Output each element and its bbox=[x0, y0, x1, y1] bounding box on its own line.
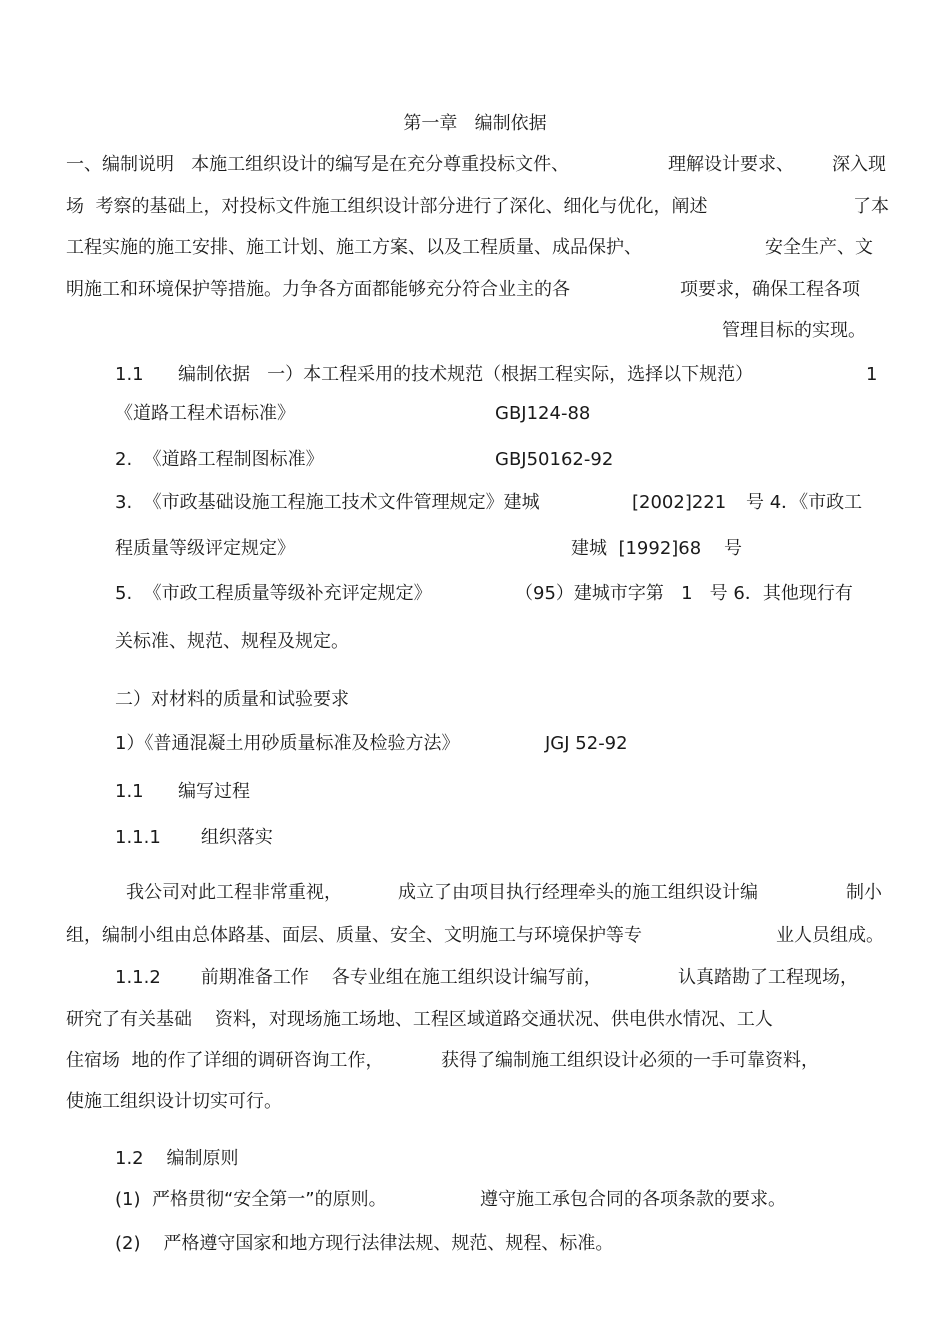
heading-text: 二）对材料的质量和试验要求 bbox=[115, 689, 349, 710]
body-text: 1.1.2 前期准备工作 各专业组在施工组织设计编写前， bbox=[115, 967, 602, 988]
intro-text: 深入现 bbox=[832, 154, 886, 175]
basis-line-7 bbox=[0, 630, 950, 654]
heading-text: 1.2 编制原则 bbox=[115, 1148, 239, 1169]
body-text: 组，编制小组由总体路基、面层、质量、安全、文明施工与环境保护等专 bbox=[66, 925, 642, 946]
intro-text: 工程实施的施工安排、施工计划、施工方案、以及工程质量、成品保护、 bbox=[66, 237, 642, 258]
materials-heading bbox=[0, 688, 950, 712]
standard-code: GBJ50162-92 bbox=[495, 449, 614, 470]
standard-name: 3. 《市政基础设施工程施工技术文件管理规定》建城 bbox=[115, 492, 540, 513]
basis-text: 1.1 编制依据 一）本工程采用的技术规范（根据工程实际，选择以下规范） bbox=[115, 364, 754, 385]
basis-text: 关标准、规范、规程及规定。 bbox=[115, 631, 349, 652]
page-title: 第一章 编制依据 bbox=[403, 113, 547, 134]
process-para-2-line-3 bbox=[0, 1049, 950, 1073]
intro-line-5 bbox=[0, 319, 950, 343]
standard-code: 建城 [1992]68 bbox=[571, 538, 702, 559]
intro-line-3 bbox=[0, 236, 950, 260]
section-heading-1-1-1 bbox=[0, 826, 950, 850]
standard-name: 《道路工程术语标准》 bbox=[115, 403, 295, 424]
basis-line-2 bbox=[0, 402, 950, 426]
intro-text: 项要求，确保工程各项 bbox=[680, 279, 860, 300]
intro-text: 安全生产、文 bbox=[765, 237, 873, 258]
body-text: 认真踏勘了工程现场， bbox=[678, 967, 858, 988]
section-heading-1-1 bbox=[0, 780, 950, 804]
intro-text: 明施工和环境保护等措施。力争各方面都能够充分符合业主的各 bbox=[66, 279, 570, 300]
standard-name: 2. 《道路工程制图标准》 bbox=[115, 449, 324, 470]
standard-code: （95）建城市字第 1 号 6．其他现行有 bbox=[515, 583, 853, 604]
body-text: 遵守施工承包合同的各项条款的要求。 bbox=[480, 1189, 786, 1210]
standard-code: JGJ 52-92 bbox=[545, 733, 628, 754]
intro-line-1 bbox=[0, 153, 950, 177]
body-text: 制小 bbox=[846, 882, 882, 903]
heading-text: 1.1.1 组织落实 bbox=[115, 827, 273, 848]
intro-text: 管理目标的实现。 bbox=[722, 320, 866, 341]
intro-text: 理解设计要求、 bbox=[668, 154, 794, 175]
principle-1 bbox=[0, 1188, 950, 1212]
process-para-1-line-2 bbox=[0, 924, 950, 948]
body-text: 使施工组织设计切实可行。 bbox=[66, 1091, 282, 1112]
intro-text: 场 考察的基础上，对投标文件施工组织设计部分进行了深化、细化与优化，阐述 bbox=[66, 196, 708, 217]
heading-text: 1.1 编写过程 bbox=[115, 781, 250, 802]
body-text: 住宿场 地的作了详细的调研咨询工作， bbox=[66, 1050, 384, 1071]
basis-text: 号 bbox=[724, 538, 742, 559]
body-text: 业人员组成。 bbox=[776, 925, 884, 946]
basis-text: 号 4．《市政工 bbox=[746, 492, 863, 513]
intro-line-2 bbox=[0, 195, 950, 219]
basis-line-6 bbox=[0, 582, 950, 606]
body-text: 我公司对此工程非常重视， bbox=[126, 882, 342, 903]
body-text: (2) 严格遵守国家和地方现行法律法规、规范、规程、标准。 bbox=[115, 1233, 614, 1254]
materials-line-1 bbox=[0, 732, 950, 756]
standard-code: [2002]221 bbox=[632, 492, 727, 513]
body-text: 获得了编制施工组织设计必须的一手可靠资料， bbox=[441, 1050, 819, 1071]
basis-line-1 bbox=[0, 363, 950, 387]
body-text: 研究了有关基础 资料，对现场施工场地、工程区域道路交通状况、供电供水情况、工人 bbox=[66, 1009, 773, 1030]
process-para-2-line-4 bbox=[0, 1090, 950, 1114]
standard-code: GBJ124-88 bbox=[495, 403, 591, 424]
standard-name: 1）《普通混凝土用砂质量标准及检验方法》 bbox=[115, 733, 460, 754]
basis-line-4 bbox=[0, 491, 950, 515]
body-text: 成立了由项目执行经理牵头的施工组织设计编 bbox=[398, 882, 758, 903]
body-text: (1) 严格贯彻“安全第一”的原则。 bbox=[115, 1189, 387, 1210]
section-heading-1-2 bbox=[0, 1147, 950, 1171]
basis-text: 1 bbox=[866, 364, 878, 385]
process-para-1-line-1 bbox=[0, 881, 950, 905]
standard-name: 5. 《市政工程质量等级补充评定规定》 bbox=[115, 583, 432, 604]
principle-2 bbox=[0, 1232, 950, 1256]
process-para-2-line-2 bbox=[0, 1008, 950, 1032]
intro-text: 了本 bbox=[853, 196, 889, 217]
basis-line-5 bbox=[0, 537, 950, 561]
process-para-2-line-1 bbox=[0, 966, 950, 990]
standard-name: 程质量等级评定规定》 bbox=[115, 538, 295, 559]
intro-line-4 bbox=[0, 278, 950, 302]
basis-line-3 bbox=[0, 448, 950, 472]
intro-text: 一、编制说明 本施工组织设计的编写是在充分尊重投标文件、 bbox=[66, 154, 570, 175]
